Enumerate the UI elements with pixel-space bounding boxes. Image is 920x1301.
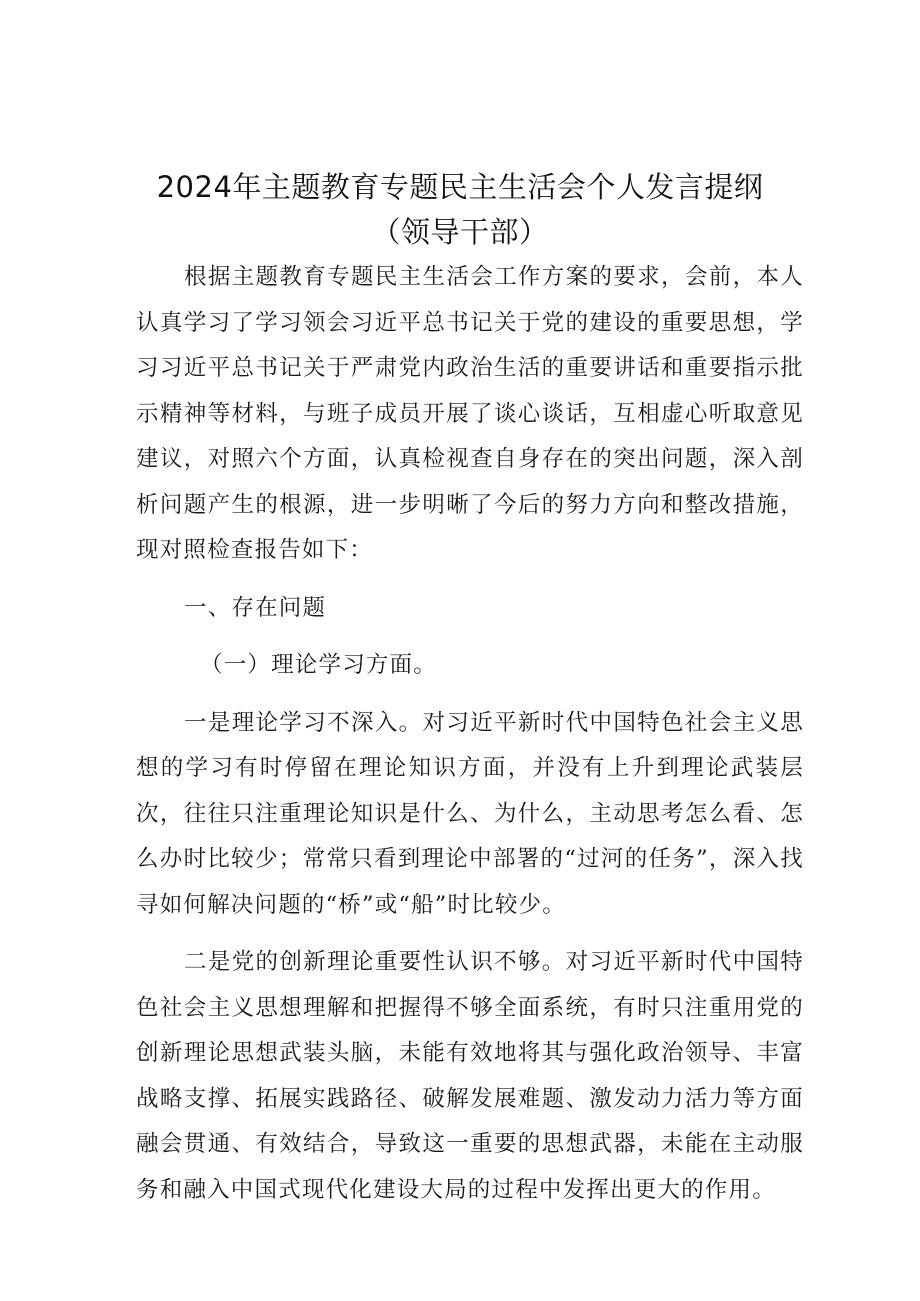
problem-point-2: 二是党的创新理论重要性认识不够。对习近平新时代中国特色社会主义思想理解和把握得不够全面系统，有时只注重用党的创新理论思想武装头脑，未能有效地将其与强化政治领导、丰富战略支撑、拓展实践路径、破解发展难题、激发动力活力等方面融会贯通、有效结合，导致这一重要的思想武器，未能在主动服务和融入中国式现代化建设大局的过程中发挥出更大的作用。 — [136, 949, 804, 1203]
document-body — [136, 255, 804, 1213]
section-heading: 一、存在问题 — [184, 594, 327, 621]
document-title: 2024年主题教育专题民主生活会个人发言提纲 — [156, 170, 764, 204]
problem-point-1: 一是理论学习不深入。对习近平新时代中国特色社会主义思想的学习有时停留在理论知识方面，并没有上升到理论武装层次，往往只注重理论知识是什么、为什么，主动思考怎么看、怎么办时比较少；常常只看到理论中部署的“过河的任务”，深入找寻如何解决问题的“桥”或“船”时比较少。 — [136, 709, 804, 918]
intro-paragraph: 根据主题教育专题民主生活会工作方案的要求，会前，本人认真学习了学习领会习近平总书记关于党的建设的重要思想，学习习近平总书记关于严肃党内政治生活的重要讲话和重要指示批示精神等材料，与班子成员开展了谈心谈话，互相虚心听取意见建议，对照六个方面，认真检视查自身存在的突出问题，深入剖析问题产生的根源，进一步明晰了今后的努力方向和整改措施，现对照检查报告如下： — [136, 264, 804, 563]
document-subtitle: （领导干部） — [371, 215, 549, 249]
subsection-heading: （一）理论学习方面。 — [200, 652, 438, 678]
